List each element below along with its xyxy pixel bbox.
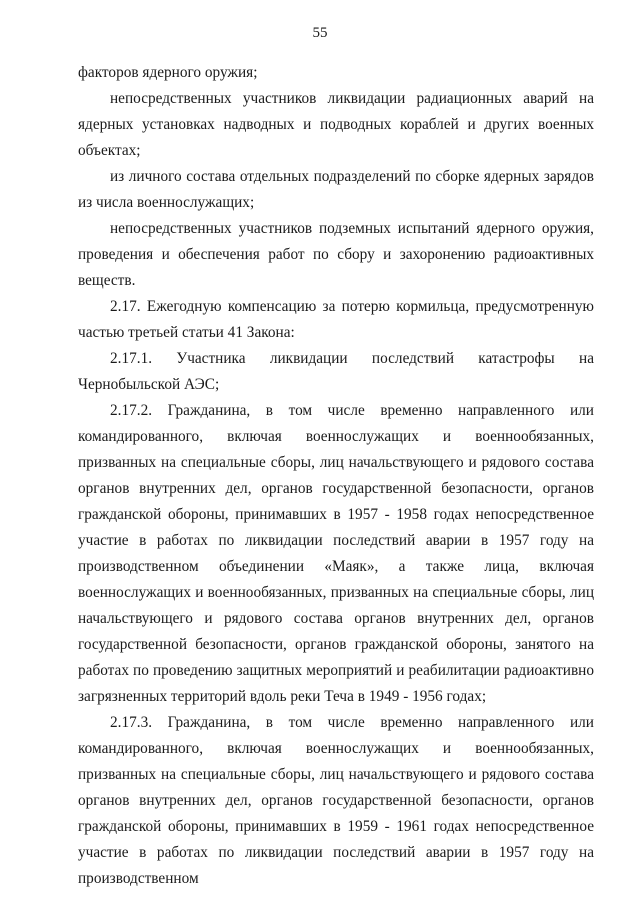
paragraph-continuation: факторов ядерного оружия; <box>78 64 258 81</box>
page-number: 55 <box>312 25 328 41</box>
paragraph-nuclear-assembly: из личного состава отдельных подразделений по сборке ядерных зарядов из числа военнослужащих; <box>78 168 594 211</box>
document-body <box>78 60 594 892</box>
paragraph-2-17: 2.17. Ежегодную компенсацию за потерю кормильца, предусмотренную частью третьей статьи 41 Закона: <box>78 298 594 341</box>
paragraph-underground-tests: непосредственных участников подземных испытаний ядерного оружия, проведения и обеспечения работ по сбору и захоронению радиоактивных веществ. <box>78 220 594 289</box>
paragraph-2-17-2: 2.17.2. Гражданина, в том числе временно направленного или командированного, включая военнослужащих и военнообязанных, призванных на специальные сборы, лиц начальствующего и рядового состава органов внутренних дел, органов государственной безопасности, органов гражданской обороны, принимавших в 1957 - 1958 годах непосредственное участие в работах по ликвидации последствий аварии в 1957 году на производственном объединении «Маяк», а также лица, включая военнослужащих и военнообязанных, призванных на специальные сборы, лиц начальствующего и рядового состава органов внутренних дел, органов государственной безопасности, органов гражданской обороны, занятого на работах по проведению защитных мероприятий и реабилитации радиоактивно загрязненных территорий вдоль реки Теча в 1949 - 1956 годах; <box>78 402 594 705</box>
paragraph-2-17-3: 2.17.3. Гражданина, в том числе временно направленного или командированного, включая военнослужащих и военнообязанных, призванных на специальные сборы, лиц начальствующего и рядового состава органов внутренних дел, органов государственной безопасности, органов гражданской обороны, принимавших в 1959 - 1961 годах непосредственное участие в работах по ликвидации последствий аварии в 1957 году на производственном <box>78 714 594 887</box>
paragraph-ships: непосредственных участников ликвидации радиационных аварий на ядерных установках надводных и подводных кораблей и других военных объектах; <box>78 90 594 159</box>
paragraph-2-17-1: 2.17.1. Участника ликвидации последствий катастрофы на Чернобыльской АЭС; <box>78 350 594 393</box>
